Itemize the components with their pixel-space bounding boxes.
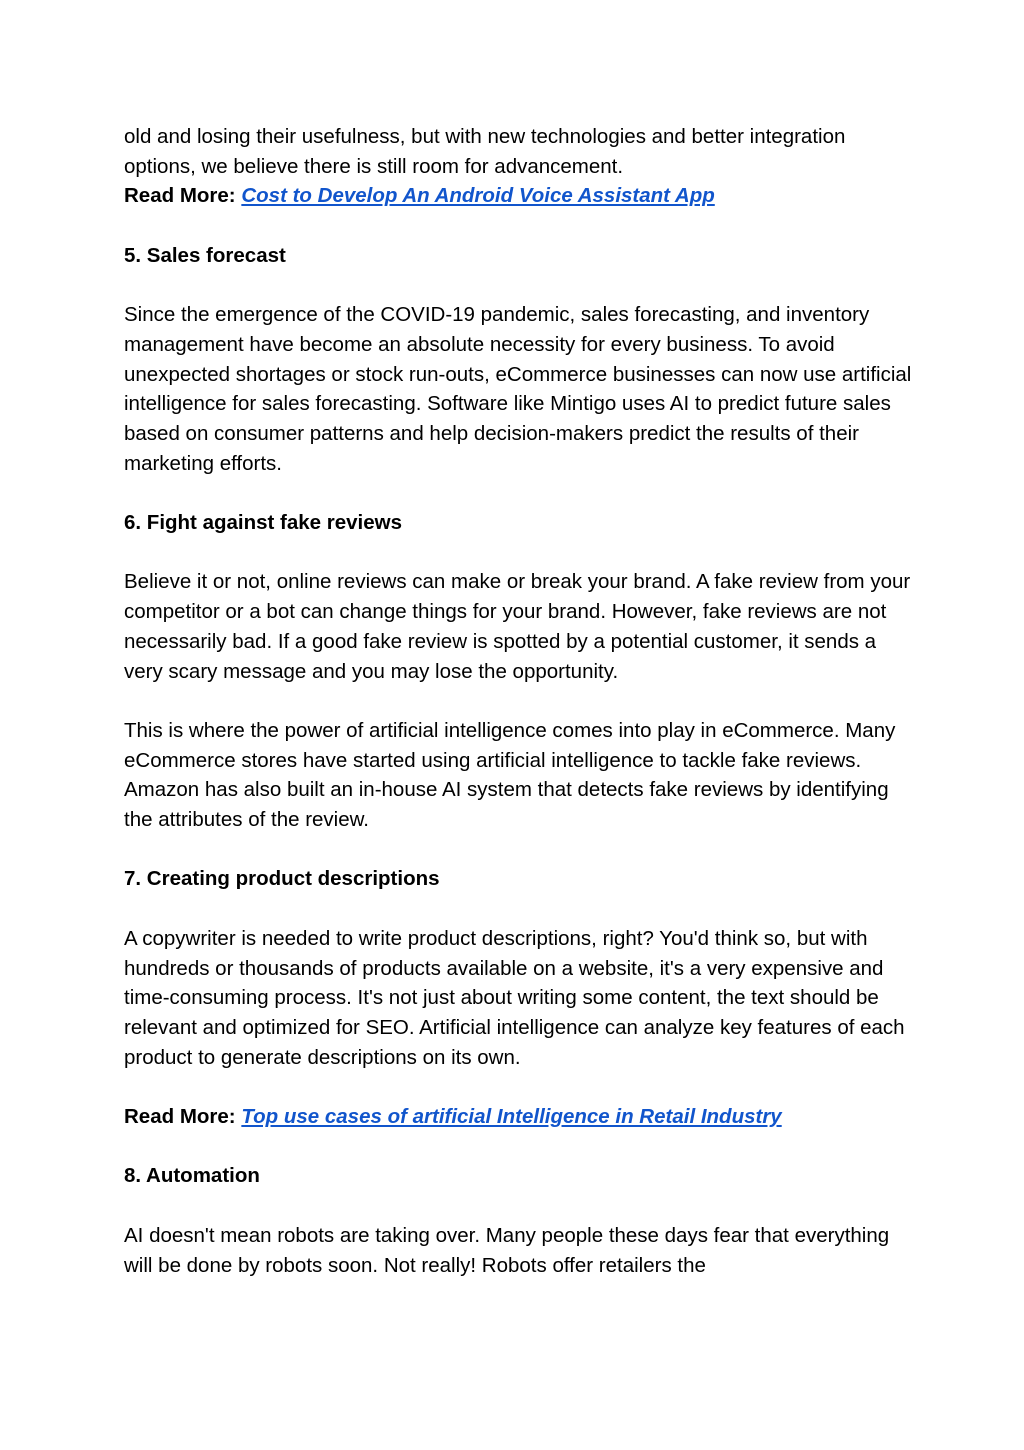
spacer	[124, 835, 914, 865]
section-heading: 7. Creating product descriptions	[124, 867, 440, 891]
read-more-line	[124, 1102, 914, 1132]
section-heading: 6. Fight against fake reviews	[124, 511, 402, 535]
spacer	[124, 894, 914, 924]
section-paragraph: A copywriter is needed to write product descriptions, right? You'd think so, but with hundreds or thousands of products available on a website, it's a very expensive and time-consuming process. It's not just about writing some content, the text should be relevant and optimized for SEO. Artificial intelligence can analyze key features of each product to generate descriptions on its own.	[124, 926, 905, 1069]
spacer	[124, 538, 914, 568]
intro-paragraph: old and losing their usefulness, but with new technologies and better integration options, we believe there is still room for advancement.	[124, 125, 846, 178]
spacer	[124, 271, 914, 301]
document-page	[124, 122, 914, 1280]
spacer	[124, 1191, 914, 1221]
spacer	[124, 211, 914, 241]
section-heading: 8. Automation	[124, 1164, 260, 1188]
read-more-label: Read More:	[124, 184, 236, 208]
section-paragraph: This is where the power of artificial intelligence comes into play in eCommerce. Many eCommerce stores have started using artificial intelligence to tackle fake reviews. Amazon has also built an in-house AI system that detects fake reviews by identifying the attributes of the review.	[124, 718, 896, 832]
section-paragraph: Since the emergence of the COVID-19 pandemic, sales forecasting, and inventory management have become an absolute necessity for every business. To avoid unexpected shortages or stock run-outs, eCommerce businesses can now use artificial intelligence for sales forecasting. Software like Mintigo uses AI to predict future sales based on consumer patterns and help decision-makers predict the results of their marketing efforts.	[124, 303, 912, 475]
read-more-line	[124, 181, 914, 211]
spacer	[124, 1072, 914, 1102]
read-more-link-retail-ai[interactable]: Top use cases of artificial Intelligence in Retail Industry	[241, 1105, 782, 1129]
read-more-link-voice-assistant[interactable]: Cost to Develop An Android Voice Assistant App	[241, 184, 715, 208]
section-paragraph: AI doesn't mean robots are taking over. Many people these days fear that everything will be done by robots soon. Not really! Robots offer retailers the	[124, 1223, 890, 1277]
section-heading: 5. Sales forecast	[124, 243, 286, 267]
spacer	[124, 686, 914, 716]
section-paragraph: Believe it or not, online reviews can make or break your brand. A fake review from your competitor or a bot can change things for your brand. However, fake reviews are not necessarily bad. If a good fake review is spotted by a potential customer, it sends a very scary message and you may lose the opportunity.	[124, 570, 911, 683]
spacer	[124, 1132, 914, 1162]
spacer	[124, 478, 914, 508]
read-more-label: Read More:	[124, 1105, 236, 1129]
